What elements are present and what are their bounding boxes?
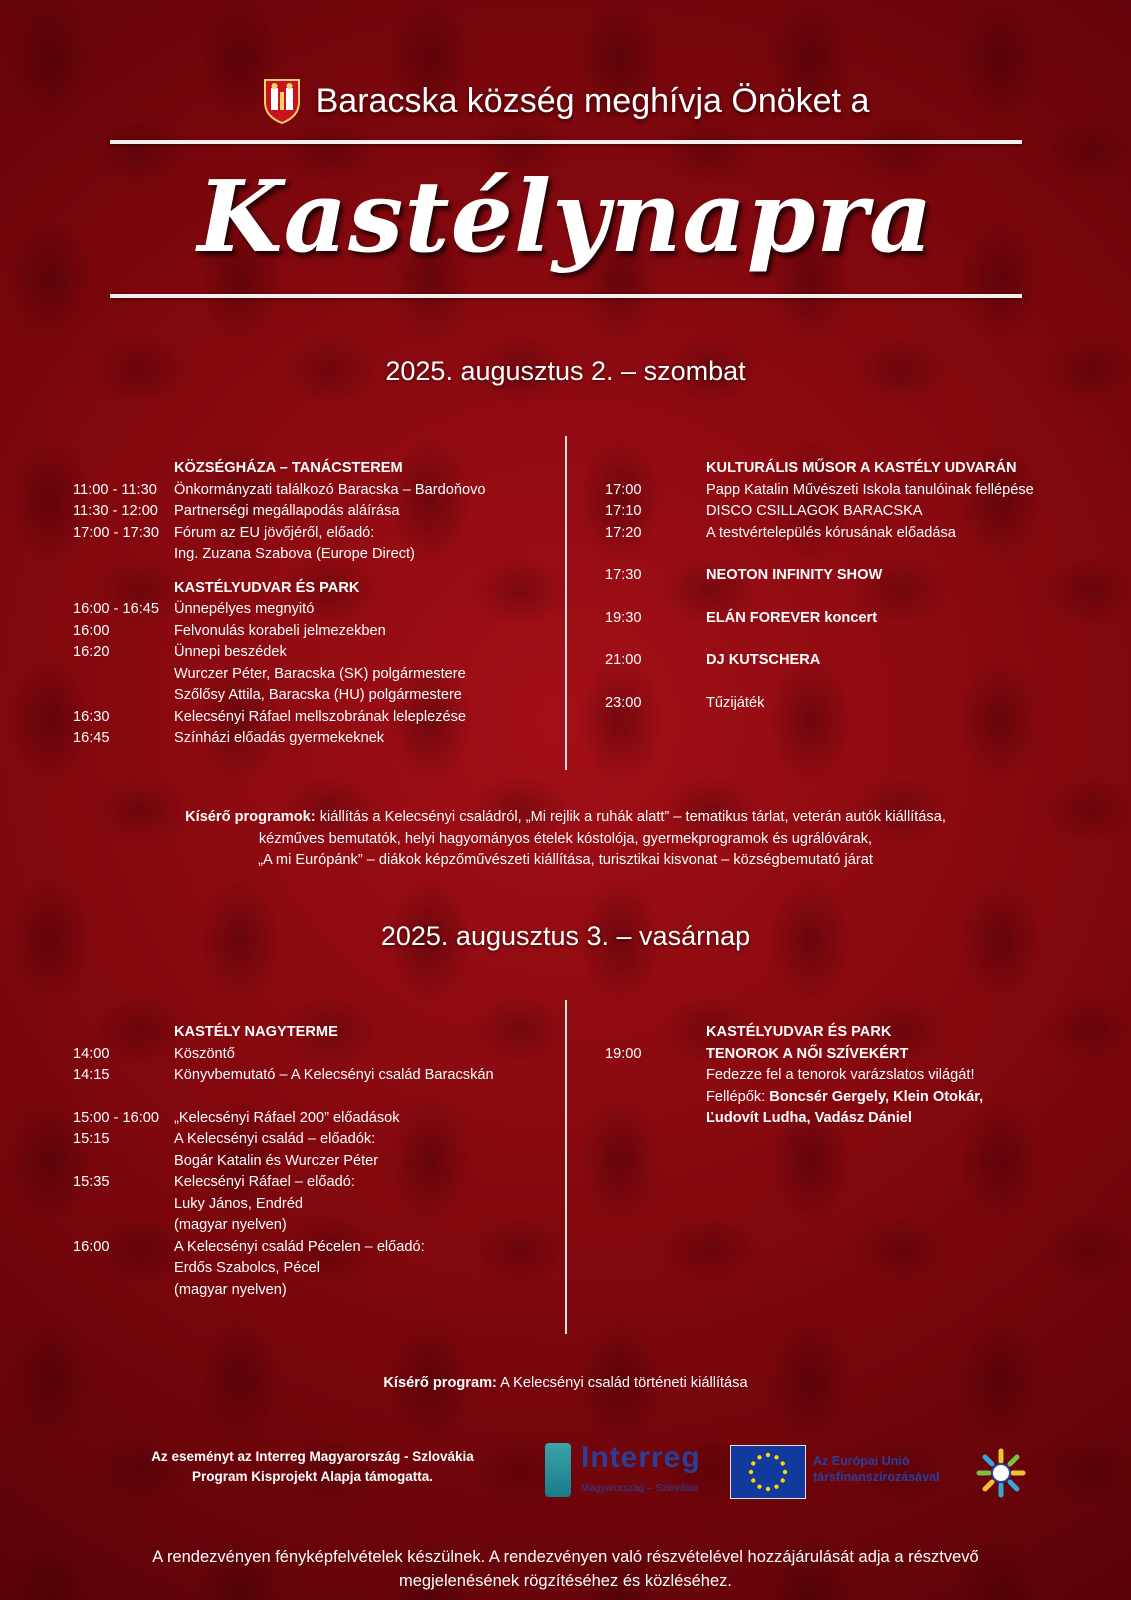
schedule-row bbox=[73, 599, 486, 621]
section-title-row bbox=[73, 578, 486, 600]
time bbox=[73, 1215, 174, 1237]
eu-star bbox=[757, 1455, 761, 1459]
time: 23:00 bbox=[605, 694, 642, 711]
footer-line1: A rendezvényen fényképfelvételek készülnek. A rendezvényen való részvételével hozzájárulását adja a résztvevő bbox=[152, 1548, 979, 1566]
support-text bbox=[120, 1447, 505, 1487]
eu-star bbox=[751, 1478, 755, 1482]
event: Kelecsényi Ráfael mellszobrának leleplezése bbox=[174, 708, 467, 725]
day2-divider bbox=[565, 1000, 567, 1334]
time: 15:00 - 16:00 bbox=[73, 1109, 160, 1126]
eu-star bbox=[783, 1470, 787, 1474]
support-line1: Az eseményt az Interreg Magyarország - Szlovákia bbox=[151, 1449, 474, 1464]
event: Ing. Zuzana Szabova (Europe Direct) bbox=[174, 546, 415, 562]
schedule-row bbox=[605, 693, 1034, 715]
time bbox=[73, 1151, 174, 1173]
event: NEOTON INFINITY SHOW bbox=[706, 567, 883, 583]
section-title: KÖZSÉGHÁZA – TANÁCSTEREM bbox=[174, 460, 403, 476]
section-title-row bbox=[73, 458, 486, 480]
day1-divider bbox=[565, 436, 567, 770]
event: Könyvbemutató – A Kelecsényi család Baracskán bbox=[174, 1067, 494, 1083]
performers-label: Fellépők: bbox=[706, 1088, 770, 1105]
time bbox=[73, 1258, 174, 1280]
event: Wurczer Péter, Baracska (SK) polgármestere bbox=[174, 665, 466, 682]
support-line2: Program Kisprojekt Alapja támogatta. bbox=[191, 1469, 434, 1484]
time bbox=[73, 1194, 174, 1216]
event: A Kelecsényi család – előadók: bbox=[174, 1131, 376, 1147]
day2-heading: 2025. augusztus 3. – vasárnap bbox=[380, 921, 751, 951]
section-title: KASTÉLYUDVAR ÉS PARK bbox=[706, 1024, 892, 1040]
schedule-row bbox=[73, 664, 486, 686]
eu-star bbox=[757, 1485, 761, 1489]
event-description: Fedezze fel a tenorok varázslatos világát! bbox=[706, 1067, 975, 1083]
schedule-row bbox=[605, 523, 1034, 545]
eu-line2: társfinanszírozásával bbox=[813, 1470, 940, 1484]
time bbox=[73, 685, 174, 707]
eu-flag-icon bbox=[730, 1445, 806, 1499]
schedule-row bbox=[605, 1087, 983, 1109]
time: 14:15 bbox=[73, 1067, 110, 1083]
time: 15:35 bbox=[73, 1174, 110, 1190]
schedule-row bbox=[605, 608, 1034, 630]
event: Tűzijáték bbox=[706, 694, 765, 711]
time: 17:30 bbox=[605, 567, 642, 583]
schedule-row bbox=[73, 523, 486, 545]
title-rule-bottom bbox=[110, 294, 1022, 298]
day1-left-column bbox=[73, 458, 486, 750]
time: 16:00 - 16:45 bbox=[73, 601, 160, 617]
time: 15:15 bbox=[73, 1131, 110, 1147]
day1-right-column bbox=[605, 458, 1034, 714]
day2-left-column bbox=[73, 1022, 494, 1301]
time bbox=[73, 1280, 174, 1302]
time: 14:00 bbox=[73, 1045, 110, 1062]
sun-emblem-icon bbox=[973, 1445, 1029, 1501]
header-text: Baracska község meghívja Önöket a bbox=[315, 81, 870, 120]
schedule-row bbox=[605, 565, 1034, 587]
event: Kelecsényi Ráfael – előadó: bbox=[174, 1174, 355, 1190]
event: Szőlősy Attila, Baracska (HU) polgármestere bbox=[174, 687, 462, 703]
eu-star bbox=[781, 1461, 785, 1465]
main-title: Kastélynapra bbox=[197, 160, 934, 275]
side-program-label: Kísérő program: bbox=[383, 1375, 497, 1391]
schedule-row bbox=[73, 480, 486, 502]
time: 16:30 bbox=[73, 708, 110, 725]
event: Felvonulás korabeli jelmezekben bbox=[174, 622, 386, 639]
day1-side-programs bbox=[0, 807, 1131, 872]
interreg-mark-icon bbox=[545, 1443, 571, 1497]
schedule-row bbox=[605, 480, 1034, 502]
schedule-row bbox=[73, 1108, 494, 1130]
schedule-row bbox=[605, 1065, 983, 1087]
side-programs-line1: kiállítás a Kelecsényi családról, „Mi rejlik a ruhák alatt” – tematikus tárlat, veterán autók kiállítása, bbox=[315, 809, 946, 825]
event: ELÁN FOREVER koncert bbox=[706, 609, 878, 626]
time bbox=[73, 544, 174, 566]
interreg-name: Interreg bbox=[581, 1441, 701, 1474]
schedule-row bbox=[73, 1172, 494, 1194]
event: A testvértelepülés kórusának előadása bbox=[706, 524, 956, 541]
side-programs-label: Kísérő programok: bbox=[185, 809, 316, 825]
schedule-row bbox=[73, 642, 486, 664]
schedule-row bbox=[73, 707, 486, 729]
schedule-row bbox=[73, 685, 486, 707]
section-title: KASTÉLYUDVAR ÉS PARK bbox=[174, 579, 360, 596]
day2-right-column bbox=[605, 1022, 983, 1130]
event: Önkormányzati találkozó Baracska – Bardoňovo bbox=[174, 481, 486, 498]
title-rule-top bbox=[110, 140, 1022, 144]
time: 11:00 - 11:30 bbox=[73, 481, 157, 498]
schedule-row bbox=[73, 1065, 494, 1087]
time: 11:30 - 12:00 bbox=[73, 503, 158, 519]
sponsor-logos bbox=[545, 1443, 1035, 1503]
section-title-row bbox=[73, 1022, 494, 1044]
section-title-row bbox=[605, 458, 1034, 480]
time: 17:20 bbox=[605, 524, 642, 541]
schedule-row bbox=[73, 1280, 494, 1302]
schedule-row bbox=[73, 544, 486, 566]
performers-b: Ľudovít Ludha, Vadász Dániel bbox=[706, 1110, 912, 1126]
side-programs-line2: kézműves bemutatók, helyi hagyományos ételek kóstolója, gyermekprogramok és ugrálóvárak, bbox=[258, 830, 873, 847]
time: 16:20 bbox=[73, 644, 110, 660]
section-title: KASTÉLY NAGYTERME bbox=[174, 1024, 338, 1040]
event: „Kelecsényi Ráfael 200” előadások bbox=[174, 1109, 400, 1126]
schedule-row bbox=[73, 621, 486, 643]
event: (magyar nyelven) bbox=[174, 1217, 287, 1233]
interreg-sub: Magyarország – Szlovákia bbox=[581, 1483, 699, 1494]
time: 19:00 bbox=[605, 1045, 642, 1062]
event: Köszöntő bbox=[174, 1045, 235, 1062]
schedule-row bbox=[73, 1215, 494, 1237]
footer-line2: megjelenésének rögzítéséhez és közléséhez. bbox=[399, 1572, 732, 1590]
event: Bogár Katalin és Wurczer Péter bbox=[174, 1152, 379, 1169]
event: Partnerségi megállapodás aláírása bbox=[174, 503, 400, 519]
schedule-row bbox=[73, 1194, 494, 1216]
section-title: KULTURÁLIS MŰSOR A KASTÉLY UDVARÁN bbox=[706, 460, 1017, 476]
time: 16:00 bbox=[73, 622, 110, 639]
eu-star bbox=[774, 1485, 778, 1489]
event: DJ KUTSCHERA bbox=[706, 652, 821, 668]
time: 21:00 bbox=[605, 652, 642, 668]
interreg-logo bbox=[545, 1443, 717, 1501]
event: (magyar nyelven) bbox=[174, 1281, 287, 1298]
time: 17:00 bbox=[605, 481, 642, 498]
event: Ünnepélyes megnyitó bbox=[174, 601, 315, 617]
event: Fórum az EU jövőjéről, előadó: bbox=[174, 524, 375, 541]
schedule-row bbox=[73, 1151, 494, 1173]
eu-star bbox=[766, 1453, 770, 1457]
time: 16:45 bbox=[73, 730, 110, 746]
time bbox=[73, 664, 174, 686]
schedule-row bbox=[73, 1258, 494, 1280]
time: 17:10 bbox=[605, 503, 642, 519]
coat-of-arms-icon bbox=[262, 78, 302, 124]
schedule-row bbox=[73, 1044, 494, 1066]
time: 17:00 - 17:30 bbox=[73, 524, 160, 541]
footer-notice bbox=[0, 1545, 1131, 1593]
eu-line1: Az Európai Unió bbox=[813, 1454, 910, 1468]
performers-a: Boncsér Gergely, Klein Otokár, bbox=[769, 1088, 984, 1105]
eu-cofinance-text bbox=[813, 1453, 939, 1485]
event: Papp Katalin Művészeti Iskola tanulóinak fellépése bbox=[706, 481, 1034, 498]
day1-heading: 2025. augusztus 2. – szombat bbox=[385, 356, 746, 386]
eu-star bbox=[751, 1461, 755, 1465]
section-title-row bbox=[605, 1022, 983, 1044]
time: 16:00 bbox=[73, 1238, 110, 1255]
schedule-row bbox=[605, 650, 1034, 672]
schedule-row bbox=[73, 728, 486, 750]
event: Ünnepi beszédek bbox=[174, 644, 287, 660]
side-programs-line3: „A mi Európánk” – diákok képzőművészeti kiállítása, turisztikai kisvonat – községbemutató járat bbox=[258, 852, 873, 868]
event: Erdős Szabolcs, Pécel bbox=[174, 1260, 321, 1276]
event: Színházi előadás gyermekeknek bbox=[174, 730, 385, 746]
schedule-row bbox=[605, 501, 1034, 523]
eu-star bbox=[781, 1478, 785, 1482]
day2-side-program bbox=[0, 1373, 1131, 1395]
schedule-row bbox=[73, 1237, 494, 1259]
eu-star bbox=[766, 1487, 770, 1491]
header bbox=[0, 78, 1131, 124]
event: DISCO CSILLAGOK BARACSKA bbox=[706, 503, 923, 519]
eu-star bbox=[774, 1455, 778, 1459]
event: Luky János, Endréd bbox=[174, 1195, 303, 1212]
schedule-row bbox=[73, 501, 486, 523]
schedule-row bbox=[605, 1044, 983, 1066]
schedule-row bbox=[605, 1108, 983, 1130]
eu-star bbox=[749, 1470, 753, 1474]
side-program-text: A Kelecsényi család történeti kiállítása bbox=[496, 1375, 748, 1391]
time: 19:30 bbox=[605, 609, 642, 626]
schedule-row bbox=[73, 1129, 494, 1151]
event: A Kelecsényi család Pécelen – előadó: bbox=[174, 1238, 425, 1255]
event: TENOROK A NŐI SZÍVEKÉRT bbox=[706, 1045, 909, 1062]
